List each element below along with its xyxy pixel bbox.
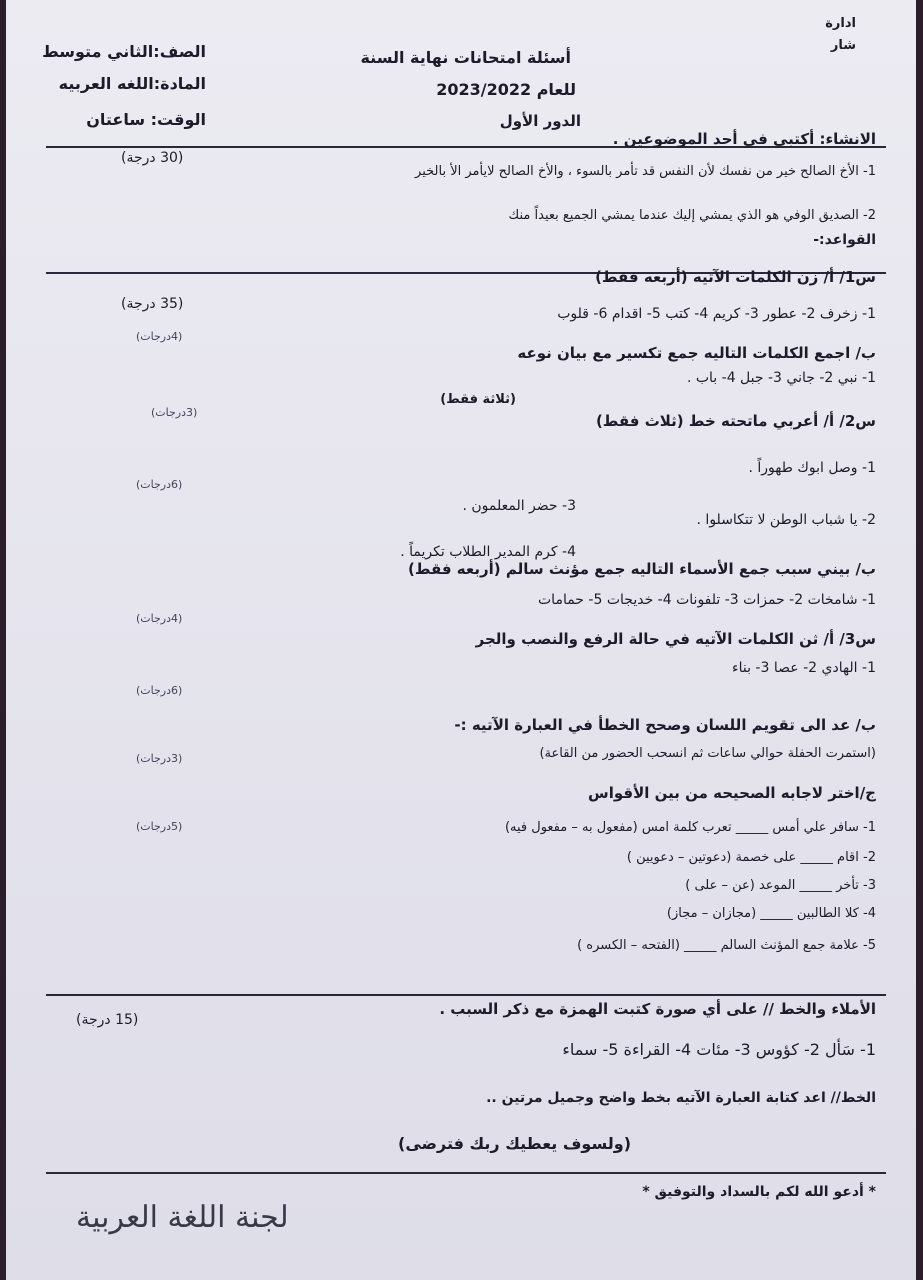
- q3a-title: س3/ أ/ ثن الكلمات الآتيه في حالة الرفع والنصب والجر: [475, 630, 876, 648]
- header-subject: المادة:اللغه العربيه: [58, 74, 206, 93]
- insha-heading: الانشاء: أكتبي في أحد الموضوعين .: [612, 130, 876, 148]
- q3a-score: (6درجات): [136, 684, 183, 697]
- q1b-note: (ثلاثة فقط): [440, 392, 516, 407]
- insha-marks: (30 درجة): [121, 150, 184, 166]
- committee-signature: لجنة اللغة العربية: [76, 1200, 289, 1235]
- q2a-score: (6درجات): [136, 478, 183, 491]
- q1a-items: 1- زخرف 2- عطور 3- كريم 4- كتب 5- اقدام 6- قلوب: [557, 306, 876, 322]
- q1b-items: 1- نبي 2- جاني 3- جبل 4- باب .: [686, 370, 876, 386]
- khatt-instruction: الخط// اعد كتابة العبارة الآتيه بخط واضح وجميل مرتين ..: [486, 1090, 876, 1106]
- q1a-title: س1/ أ/ زن الكلمات الآتيه (أربعه فقط): [595, 268, 876, 286]
- q3c-item-3: 3- تأخر _____ الموعد (عن – على ): [685, 878, 876, 893]
- header-class: الصف:الثاني متوسط: [42, 42, 206, 61]
- q2a-title: س2/ أ/ أعربي ماتحته خط (ثلاث فقط): [595, 412, 876, 430]
- q1b-title: ب/ اجمع الكلمات التاليه جمع تكسير مع بيان نوعه: [517, 344, 876, 362]
- q3b-title: ب/ عد الى تقويم اللسان وصحح الخطأ في العبارة الآتيه :-: [454, 716, 876, 734]
- qawaid-heading: القواعد:-: [813, 232, 876, 248]
- q3c-item-2: 2- اقام _____ على خصمة (دعوتين – دعويين ): [626, 850, 876, 865]
- header-directorate-2: شار: [830, 38, 856, 53]
- q2a-item-3: 3- حضر المعلمون .: [462, 498, 576, 514]
- exam-paper: [6, 0, 916, 1280]
- closing-dua: * أدعو الله لكم بالسداد والتوفيق *: [642, 1184, 876, 1200]
- q2a-item-1: 1- وصل ابوك طهوراً .: [748, 460, 876, 476]
- imlaa-heading: الأملاء والخط // على أي صورة كتبت الهمزة مع ذكر السبب .: [439, 1000, 876, 1018]
- header-year: للعام 2023/2022: [436, 80, 576, 99]
- q2b-score: (4درجات): [136, 612, 183, 625]
- header-exam-title: أسئلة امتحانات نهاية السنة: [360, 48, 571, 67]
- header-round: الدور الأول: [499, 112, 581, 130]
- q3c-item-5: 5- علامة جمع المؤنث السالم _____ (الفتحه – الكسره ): [577, 938, 876, 953]
- q2b-title: ب/ بيني سبب جمع الأسماء التاليه جمع مؤنث سالم (أربعه فقط): [408, 560, 876, 578]
- q2b-items: 1- شامخات 2- حمزات 3- تلفونات 4- خديجات 5- حمامات: [538, 592, 876, 608]
- q3b-score: (3درجات): [136, 752, 183, 765]
- header-directorate: ادارة: [825, 16, 856, 31]
- q2a-item-2: 2- يا شباب الوطن لا تتكاسلوا .: [696, 512, 876, 528]
- imlaa-marks: (15 درجة): [76, 1012, 139, 1028]
- q2a-item-4: 4- كرم المدير الطلاب تكريماً .: [400, 544, 576, 560]
- divider: [46, 994, 886, 996]
- divider: [46, 1172, 886, 1174]
- q3c-item-4: 4- كلا الطالبين _____ (مجازان – مجاز): [666, 906, 876, 921]
- q1b-score: (3درجات): [151, 406, 198, 419]
- insha-topic-2: 2- الصديق الوفي هو الذي يمشي إليك عندما يمشي الجميع بعيداً منك: [508, 208, 876, 223]
- q3b-sentence: (استمرت الحفلة حوالي ساعات ثم انسحب الحضور من القاعة): [539, 746, 876, 761]
- q1a-score: (4درجات): [136, 330, 183, 343]
- qawaid-marks: (35 درجة): [121, 296, 184, 312]
- quran-quote: (ولسوف يعطيك ربك فترضى): [398, 1134, 631, 1153]
- q3c-title: ج/اختر لاجابه الصحيحه من بين الأقواس: [588, 784, 876, 802]
- imlaa-items: 1- سَأل 2- كؤوس 3- مئات 4- القراءة 5- سماء: [562, 1040, 876, 1059]
- q3c-score: (5درجات): [136, 820, 183, 833]
- q3a-items: 1- الهادي 2- عصا 3- بناء: [732, 660, 876, 676]
- header-time: الوقت: ساعتان: [86, 110, 206, 129]
- q3c-item-1: 1- سافر علي أمس _____ تعرب كلمة امس (مفعول به – مفعول فيه): [504, 820, 876, 835]
- insha-topic-1: 1- الأخ الصالح خير من نفسك لأن النفس قد تأمر بالسوء ، والأخ الصالح لايأمر الأ بالخير: [415, 164, 876, 179]
